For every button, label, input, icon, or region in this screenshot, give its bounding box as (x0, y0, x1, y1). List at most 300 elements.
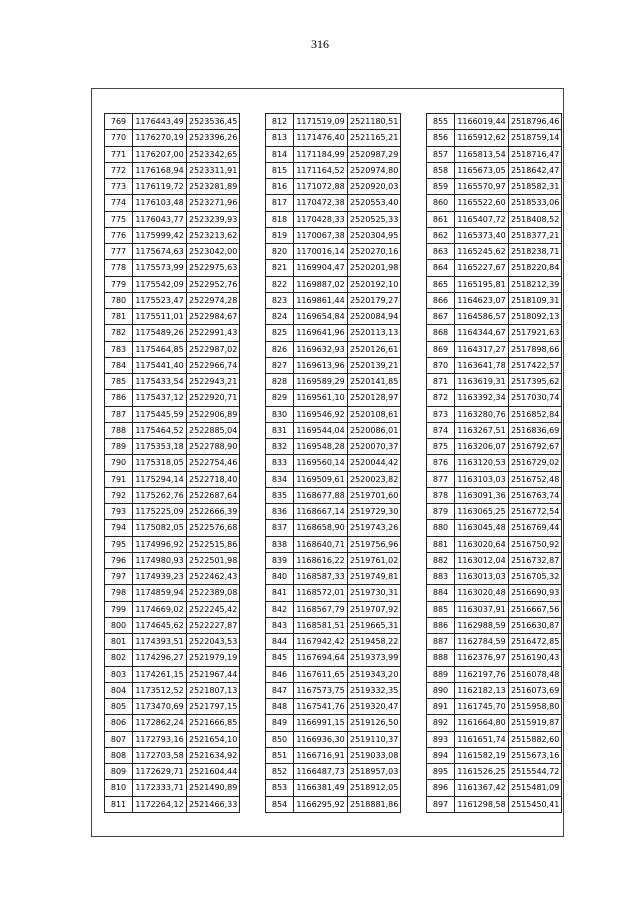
x-coordinate-cell: 1175511,01 (133, 309, 187, 325)
x-coordinate-cell: 1165813,54 (455, 146, 509, 162)
table-row (105, 146, 240, 162)
x-coordinate-cell: 1168658,90 (294, 520, 348, 536)
table-row (105, 601, 240, 617)
y-coordinate-cell: 2520128,97 (348, 390, 401, 406)
point-number-cell: 856 (427, 130, 455, 146)
point-number-cell: 844 (266, 634, 294, 650)
table-row (266, 536, 401, 552)
y-coordinate-cell: 2522966,74 (187, 357, 240, 373)
x-coordinate-cell: 1171072,88 (294, 179, 348, 195)
y-coordinate-cell: 2515673,16 (509, 747, 562, 763)
point-number-cell: 881 (427, 536, 455, 552)
y-coordinate-cell: 2520179,27 (348, 292, 401, 308)
point-number-cell: 896 (427, 780, 455, 796)
y-coordinate-cell: 2522462,43 (187, 569, 240, 585)
y-coordinate-cell: 2520270,16 (348, 244, 401, 260)
point-number-cell: 811 (105, 796, 133, 812)
point-number-cell: 819 (266, 227, 294, 243)
table-row (427, 211, 562, 227)
point-number-cell: 880 (427, 520, 455, 536)
table-row (266, 341, 401, 357)
x-coordinate-cell: 1161651,74 (455, 731, 509, 747)
x-coordinate-cell: 1163013,03 (455, 569, 509, 585)
x-coordinate-cell: 1163012,04 (455, 552, 509, 568)
x-coordinate-cell: 1168587,33 (294, 569, 348, 585)
x-coordinate-cell: 1162376,97 (455, 650, 509, 666)
point-number-cell: 788 (105, 422, 133, 438)
y-coordinate-cell: 2518092,13 (509, 309, 562, 325)
y-coordinate-cell: 2522576,68 (187, 520, 240, 536)
x-coordinate-cell: 1166381,49 (294, 780, 348, 796)
y-coordinate-cell: 2519373,99 (348, 650, 401, 666)
y-coordinate-cell: 2522754,46 (187, 455, 240, 471)
x-coordinate-cell: 1169632,93 (294, 341, 348, 357)
x-coordinate-cell: 1169887,02 (294, 276, 348, 292)
point-number-cell: 850 (266, 731, 294, 747)
table-row (266, 227, 401, 243)
y-coordinate-cell: 2522043,53 (187, 634, 240, 650)
table-row (266, 569, 401, 585)
y-coordinate-cell: 2516190,43 (509, 650, 562, 666)
y-coordinate-cell: 2518220,84 (509, 260, 562, 276)
x-coordinate-cell: 1170067,38 (294, 227, 348, 243)
table-row (105, 211, 240, 227)
y-coordinate-cell: 2515544,72 (509, 764, 562, 780)
x-coordinate-cell: 1176443,49 (133, 114, 187, 130)
point-number-cell: 840 (266, 569, 294, 585)
coordinates-table-2 (265, 113, 401, 813)
table-row (105, 195, 240, 211)
table-row (266, 715, 401, 731)
y-coordinate-cell: 2518238,71 (509, 244, 562, 260)
table-row (427, 195, 562, 211)
table-row (427, 130, 562, 146)
y-coordinate-cell: 2516763,74 (509, 487, 562, 503)
point-number-cell: 842 (266, 601, 294, 617)
x-coordinate-cell: 1171476,40 (294, 130, 348, 146)
table-row (105, 341, 240, 357)
y-coordinate-cell: 2523342,65 (187, 146, 240, 162)
x-coordinate-cell: 1176103,48 (133, 195, 187, 211)
x-coordinate-cell: 1168616,22 (294, 552, 348, 568)
y-coordinate-cell: 2522975,63 (187, 260, 240, 276)
point-number-cell: 774 (105, 195, 133, 211)
point-number-cell: 817 (266, 195, 294, 211)
x-coordinate-cell: 1169613,96 (294, 357, 348, 373)
point-number-cell: 796 (105, 552, 133, 568)
x-coordinate-cell: 1175573,99 (133, 260, 187, 276)
table-row (105, 715, 240, 731)
x-coordinate-cell: 1167573,75 (294, 682, 348, 698)
point-number-cell: 882 (427, 552, 455, 568)
table-row (266, 552, 401, 568)
x-coordinate-cell: 1175082,05 (133, 520, 187, 536)
y-coordinate-cell: 2518912,05 (348, 780, 401, 796)
x-coordinate-cell: 1165522,60 (455, 195, 509, 211)
point-number-cell: 892 (427, 715, 455, 731)
y-coordinate-cell: 2523042,00 (187, 244, 240, 260)
x-coordinate-cell: 1176270,19 (133, 130, 187, 146)
table-row (266, 325, 401, 341)
y-coordinate-cell: 2516732,87 (509, 552, 562, 568)
x-coordinate-cell: 1163267,51 (455, 422, 509, 438)
point-number-cell: 770 (105, 130, 133, 146)
y-coordinate-cell: 2516705,32 (509, 569, 562, 585)
y-coordinate-cell: 2516836,69 (509, 422, 562, 438)
table-row (266, 731, 401, 747)
y-coordinate-cell: 2519707,92 (348, 601, 401, 617)
point-number-cell: 863 (427, 244, 455, 260)
point-number-cell: 807 (105, 731, 133, 747)
table-row (427, 569, 562, 585)
x-coordinate-cell: 1172793,16 (133, 731, 187, 747)
point-number-cell: 845 (266, 650, 294, 666)
point-number-cell: 867 (427, 309, 455, 325)
y-coordinate-cell: 2517422,57 (509, 357, 562, 373)
x-coordinate-cell: 1175318,05 (133, 455, 187, 471)
table-row (266, 650, 401, 666)
table-row (427, 617, 562, 633)
x-coordinate-cell: 1164317,27 (455, 341, 509, 357)
table-row (266, 130, 401, 146)
point-number-cell: 792 (105, 487, 133, 503)
point-number-cell: 823 (266, 292, 294, 308)
y-coordinate-cell: 2515450,41 (509, 796, 562, 812)
table-row (105, 260, 240, 276)
y-coordinate-cell: 2521807,13 (187, 682, 240, 698)
y-coordinate-cell: 2523281,89 (187, 179, 240, 195)
x-coordinate-cell: 1175445,59 (133, 406, 187, 422)
y-coordinate-cell: 2516078,48 (509, 666, 562, 682)
y-coordinate-cell: 2518796,46 (509, 114, 562, 130)
y-coordinate-cell: 2522885,04 (187, 422, 240, 438)
table-row (266, 357, 401, 373)
x-coordinate-cell: 1176207,00 (133, 146, 187, 162)
x-coordinate-cell: 1175464,52 (133, 422, 187, 438)
y-coordinate-cell: 2519743,26 (348, 520, 401, 536)
x-coordinate-cell: 1163065,25 (455, 504, 509, 520)
table-row (105, 309, 240, 325)
table-row (266, 504, 401, 520)
point-number-cell: 830 (266, 406, 294, 422)
table-row (105, 390, 240, 406)
y-coordinate-cell: 2519033,08 (348, 747, 401, 763)
x-coordinate-cell: 1165673,05 (455, 162, 509, 178)
point-number-cell: 876 (427, 455, 455, 471)
y-coordinate-cell: 2522389,08 (187, 585, 240, 601)
x-coordinate-cell: 1165227,67 (455, 260, 509, 276)
point-number-cell: 852 (266, 764, 294, 780)
x-coordinate-cell: 1169509,61 (294, 471, 348, 487)
y-coordinate-cell: 2518716,47 (509, 146, 562, 162)
y-coordinate-cell: 2523213,62 (187, 227, 240, 243)
point-number-cell: 816 (266, 179, 294, 195)
y-coordinate-cell: 2522974,28 (187, 292, 240, 308)
y-coordinate-cell: 2519749,81 (348, 569, 401, 585)
table-row (266, 244, 401, 260)
point-number-cell: 828 (266, 374, 294, 390)
table-row (266, 682, 401, 698)
point-number-cell: 813 (266, 130, 294, 146)
point-number-cell: 826 (266, 341, 294, 357)
table-row (427, 422, 562, 438)
table-row (105, 536, 240, 552)
table-row (105, 130, 240, 146)
point-number-cell: 771 (105, 146, 133, 162)
x-coordinate-cell: 1172333,71 (133, 780, 187, 796)
y-coordinate-cell: 2519332,35 (348, 682, 401, 698)
x-coordinate-cell: 1169544,04 (294, 422, 348, 438)
y-coordinate-cell: 2522687,64 (187, 487, 240, 503)
table-row (105, 357, 240, 373)
point-number-cell: 801 (105, 634, 133, 650)
x-coordinate-cell: 1163020,48 (455, 585, 509, 601)
y-coordinate-cell: 2521490,89 (187, 780, 240, 796)
table-row (427, 699, 562, 715)
y-coordinate-cell: 2522718,40 (187, 471, 240, 487)
table-row (266, 390, 401, 406)
point-number-cell: 853 (266, 780, 294, 796)
x-coordinate-cell: 1161526,25 (455, 764, 509, 780)
y-coordinate-cell: 2518881,86 (348, 796, 401, 812)
point-number-cell: 787 (105, 406, 133, 422)
table-row (266, 455, 401, 471)
x-coordinate-cell: 1163619,31 (455, 374, 509, 390)
x-coordinate-cell: 1175464,85 (133, 341, 187, 357)
x-coordinate-cell: 1166716,91 (294, 747, 348, 763)
table-row (427, 390, 562, 406)
table-row (266, 439, 401, 455)
table-row (266, 666, 401, 682)
point-number-cell: 825 (266, 325, 294, 341)
point-number-cell: 861 (427, 211, 455, 227)
y-coordinate-cell: 2519761,02 (348, 552, 401, 568)
point-number-cell: 857 (427, 146, 455, 162)
y-coordinate-cell: 2520525,33 (348, 211, 401, 227)
x-coordinate-cell: 1166019,44 (455, 114, 509, 130)
point-number-cell: 887 (427, 634, 455, 650)
point-number-cell: 769 (105, 114, 133, 130)
x-coordinate-cell: 1168677,88 (294, 487, 348, 503)
x-coordinate-cell: 1175353,18 (133, 439, 187, 455)
point-number-cell: 791 (105, 471, 133, 487)
table-row (427, 244, 562, 260)
table-row (427, 374, 562, 390)
y-coordinate-cell: 2522906,89 (187, 406, 240, 422)
table-row (105, 780, 240, 796)
x-coordinate-cell: 1175433,54 (133, 374, 187, 390)
point-number-cell: 835 (266, 487, 294, 503)
point-number-cell: 773 (105, 179, 133, 195)
table-row (105, 471, 240, 487)
x-coordinate-cell: 1175262,76 (133, 487, 187, 503)
y-coordinate-cell: 2516769,44 (509, 520, 562, 536)
x-coordinate-cell: 1175225,09 (133, 504, 187, 520)
point-number-cell: 775 (105, 211, 133, 227)
table-row (105, 634, 240, 650)
y-coordinate-cell: 2516752,48 (509, 471, 562, 487)
table-row (105, 764, 240, 780)
x-coordinate-cell: 1174261,15 (133, 666, 187, 682)
point-number-cell: 779 (105, 276, 133, 292)
y-coordinate-cell: 2518377,21 (509, 227, 562, 243)
y-coordinate-cell: 2516750,92 (509, 536, 562, 552)
x-coordinate-cell: 1163392,34 (455, 390, 509, 406)
point-number-cell: 790 (105, 455, 133, 471)
table-row (266, 520, 401, 536)
y-coordinate-cell: 2516772,54 (509, 504, 562, 520)
y-coordinate-cell: 2521466,33 (187, 796, 240, 812)
x-coordinate-cell: 1175489,26 (133, 325, 187, 341)
table-row (266, 699, 401, 715)
table-row (427, 747, 562, 763)
x-coordinate-cell: 1161367,42 (455, 780, 509, 796)
y-coordinate-cell: 2523396,26 (187, 130, 240, 146)
point-number-cell: 874 (427, 422, 455, 438)
x-coordinate-cell: 1162197,76 (455, 666, 509, 682)
y-coordinate-cell: 2516667,56 (509, 601, 562, 617)
point-number-cell: 799 (105, 601, 133, 617)
x-coordinate-cell: 1174669,02 (133, 601, 187, 617)
x-coordinate-cell: 1165195,81 (455, 276, 509, 292)
x-coordinate-cell: 1175674,63 (133, 244, 187, 260)
table-row (427, 341, 562, 357)
x-coordinate-cell: 1169546,92 (294, 406, 348, 422)
table-row (105, 406, 240, 422)
point-number-cell: 793 (105, 504, 133, 520)
y-coordinate-cell: 2516630,87 (509, 617, 562, 633)
y-coordinate-cell: 2518957,03 (348, 764, 401, 780)
x-coordinate-cell: 1172703,58 (133, 747, 187, 763)
table-row (105, 455, 240, 471)
table-row (105, 650, 240, 666)
point-number-cell: 889 (427, 666, 455, 682)
table-row (266, 617, 401, 633)
y-coordinate-cell: 2519729,30 (348, 504, 401, 520)
table-row (266, 292, 401, 308)
x-coordinate-cell: 1174645,62 (133, 617, 187, 633)
x-coordinate-cell: 1161745,70 (455, 699, 509, 715)
point-number-cell: 869 (427, 341, 455, 357)
y-coordinate-cell: 2518533,06 (509, 195, 562, 211)
coordinates-table-1 (104, 113, 240, 813)
x-coordinate-cell: 1169641,96 (294, 325, 348, 341)
x-coordinate-cell: 1168567,79 (294, 601, 348, 617)
table-row (266, 195, 401, 211)
y-coordinate-cell: 2515481,09 (509, 780, 562, 796)
y-coordinate-cell: 2521180,51 (348, 114, 401, 130)
table-row (105, 731, 240, 747)
x-coordinate-cell: 1163641,78 (455, 357, 509, 373)
point-number-cell: 806 (105, 715, 133, 731)
table-row (427, 682, 562, 698)
point-number-cell: 818 (266, 211, 294, 227)
point-number-cell: 847 (266, 682, 294, 698)
x-coordinate-cell: 1169861,44 (294, 292, 348, 308)
x-coordinate-cell: 1169561,10 (294, 390, 348, 406)
point-number-cell: 785 (105, 374, 133, 390)
y-coordinate-cell: 2522788,90 (187, 439, 240, 455)
x-coordinate-cell: 1171184,99 (294, 146, 348, 162)
x-coordinate-cell: 1165407,72 (455, 211, 509, 227)
y-coordinate-cell: 2523536,45 (187, 114, 240, 130)
point-number-cell: 888 (427, 650, 455, 666)
y-coordinate-cell: 2516852,84 (509, 406, 562, 422)
y-coordinate-cell: 2522987,02 (187, 341, 240, 357)
x-coordinate-cell: 1174996,92 (133, 536, 187, 552)
x-coordinate-cell: 1170428,33 (294, 211, 348, 227)
x-coordinate-cell: 1172862,24 (133, 715, 187, 731)
point-number-cell: 872 (427, 390, 455, 406)
table-row (105, 666, 240, 682)
y-coordinate-cell: 2517898,66 (509, 341, 562, 357)
y-coordinate-cell: 2520304,95 (348, 227, 401, 243)
table-row (105, 227, 240, 243)
y-coordinate-cell: 2521967,44 (187, 666, 240, 682)
x-coordinate-cell: 1162784,59 (455, 634, 509, 650)
point-number-cell: 778 (105, 260, 133, 276)
point-number-cell: 812 (266, 114, 294, 130)
x-coordinate-cell: 1172264,12 (133, 796, 187, 812)
x-coordinate-cell: 1175437,12 (133, 390, 187, 406)
point-number-cell: 878 (427, 487, 455, 503)
table-row (427, 455, 562, 471)
point-number-cell: 846 (266, 666, 294, 682)
table-row (105, 374, 240, 390)
y-coordinate-cell: 2521666,85 (187, 715, 240, 731)
table-row (105, 617, 240, 633)
point-number-cell: 820 (266, 244, 294, 260)
x-coordinate-cell: 1173470,69 (133, 699, 187, 715)
y-coordinate-cell: 2521797,15 (187, 699, 240, 715)
point-number-cell: 859 (427, 179, 455, 195)
point-number-cell: 827 (266, 357, 294, 373)
x-coordinate-cell: 1169589,29 (294, 374, 348, 390)
x-coordinate-cell: 1176043,77 (133, 211, 187, 227)
x-coordinate-cell: 1175441,40 (133, 357, 187, 373)
y-coordinate-cell: 2520023,82 (348, 471, 401, 487)
point-number-cell: 776 (105, 227, 133, 243)
x-coordinate-cell: 1174393,51 (133, 634, 187, 650)
table-row (266, 422, 401, 438)
x-coordinate-cell: 1170472,38 (294, 195, 348, 211)
table-row (105, 520, 240, 536)
y-coordinate-cell: 2517921,63 (509, 325, 562, 341)
table-row (105, 682, 240, 698)
x-coordinate-cell: 1165373,40 (455, 227, 509, 243)
table-row (105, 796, 240, 812)
y-coordinate-cell: 2521165,21 (348, 130, 401, 146)
table-row (427, 715, 562, 731)
point-number-cell: 858 (427, 162, 455, 178)
table-row (427, 666, 562, 682)
point-number-cell: 803 (105, 666, 133, 682)
point-number-cell: 871 (427, 374, 455, 390)
x-coordinate-cell: 1172629,71 (133, 764, 187, 780)
x-coordinate-cell: 1171519,09 (294, 114, 348, 130)
table-row (105, 325, 240, 341)
y-coordinate-cell: 2516792,67 (509, 439, 562, 455)
point-number-cell: 832 (266, 439, 294, 455)
y-coordinate-cell: 2519320,47 (348, 699, 401, 715)
x-coordinate-cell: 1168640,71 (294, 536, 348, 552)
table-row (427, 325, 562, 341)
table-row (105, 292, 240, 308)
table-row (266, 780, 401, 796)
x-coordinate-cell: 1166936,30 (294, 731, 348, 747)
table-row (266, 179, 401, 195)
x-coordinate-cell: 1167611,65 (294, 666, 348, 682)
